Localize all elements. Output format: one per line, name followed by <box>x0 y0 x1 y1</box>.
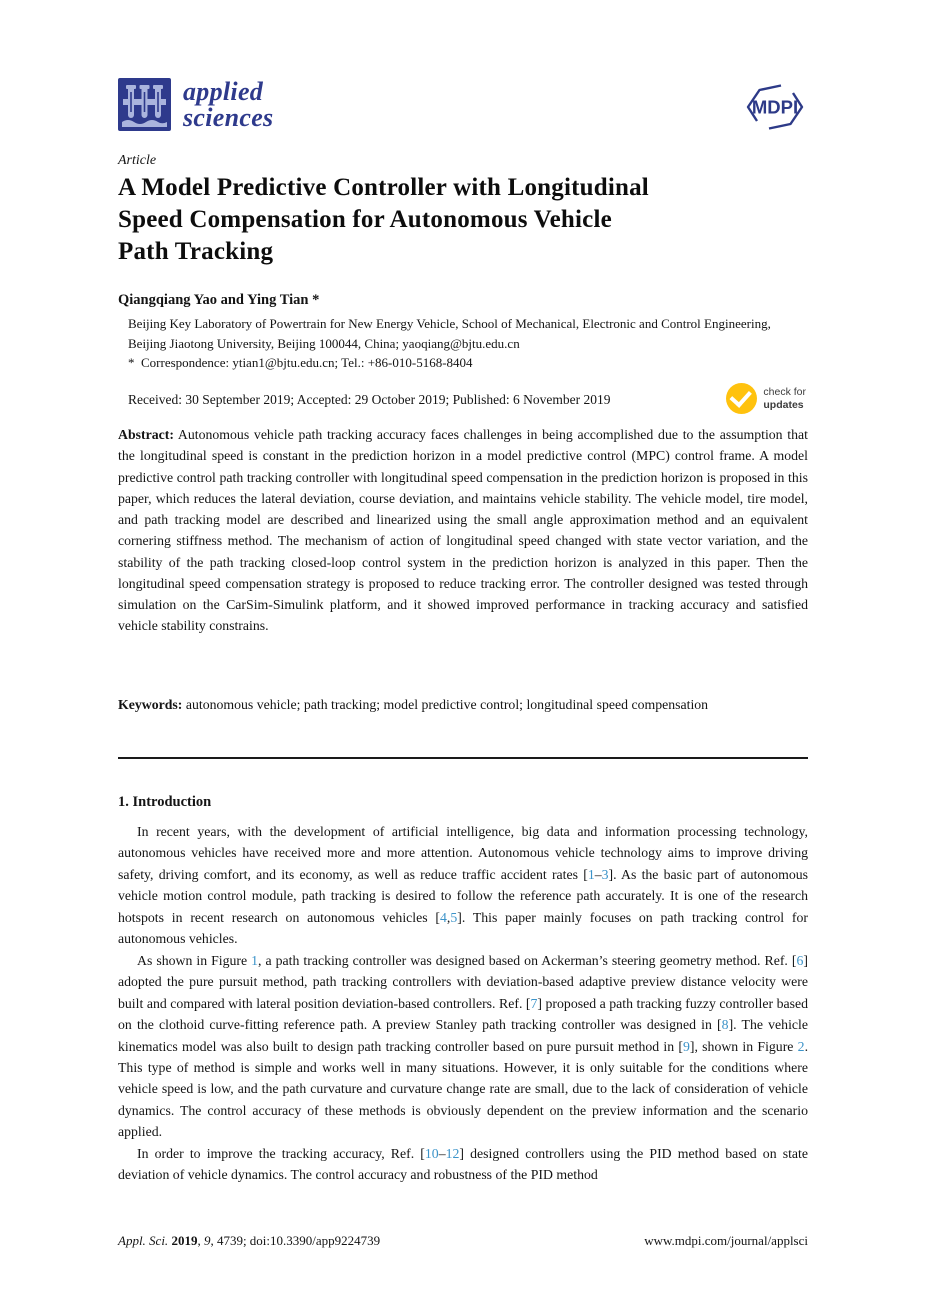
journal-logo <box>118 78 273 131</box>
mdpi-wordmark: MDPI <box>751 96 799 118</box>
citation-link[interactable]: 7 <box>530 995 538 1011</box>
affiliation-block <box>128 314 807 373</box>
footer-citation: Appl. Sci. 2019, 9, 4739; doi:10.3390/app9224739 <box>118 1233 381 1248</box>
title-line: Speed Compensation for Autonomous Vehicle <box>118 205 612 233</box>
paragraph: In recent years, with the development of artificial intelligence, big data and information processing technology, autonomous vehicles have received more and more attention. Autonomous vehicle technology aims to improve driving safety, driving comfort, and its economy, as well as reduce traffic accident rates [1–3]. As the basic part of autonomous vehicle motion control module, path tracking is desired to follow the reference path accurately. It is one of the research hotspots in recent research on autonomous vehicles [4,5]. This paper mainly focuses on path tracking control for autonomous vehicles. <box>118 824 808 947</box>
check-for-updates-badge[interactable] <box>726 383 806 414</box>
citation-link[interactable]: 1 <box>251 952 259 968</box>
dates-line: Received: 30 September 2019; Accepted: 29 October 2019; Published: 6 November 2019 <box>128 392 611 407</box>
citation-link[interactable]: 12 <box>445 1145 460 1161</box>
mdpi-logo-icon[interactable] <box>743 82 807 132</box>
correspondence-text: Correspondence: ytian1@bjtu.edu.cn; Tel.: +86-010-5168-8404 <box>141 355 473 371</box>
citation-link[interactable]: 2 <box>797 1038 805 1054</box>
title-line: Path Tracking <box>118 237 274 265</box>
check-icon <box>726 383 757 414</box>
article-type-label: Article <box>118 153 157 168</box>
abstract <box>118 424 808 637</box>
keywords-label: Keywords: <box>118 697 183 712</box>
section-heading-introduction: 1. Introduction <box>118 794 212 810</box>
introduction-body <box>118 821 808 1186</box>
abstract-text: Autonomous vehicle path tracking accuracy faces challenges in being accomplished due to the assumption that the longitudinal speed is constant in the prediction horizon in a model predictive control (MPC) control frame. A model predictive control path tracking controller with longitudinal speed compensation in the prediction horizon is proposed in this paper, which reduces the lateral deviation, course deviation, and maintains vehicle stability. The vehicle model, tire model, and path tracking model are described and linearized using the small angle approximation method and an equivalent cornering stiffness method. The mechanism of action of longitudinal speed changed with state vector variation, and the stability of the path tracking closed-loop control system in the prediction horizon is analyzed in this paper. Then the longitudinal speed compensation strategy is proposed to reduce tracking error. The controller designed was tested through simulation on the CarSim-Simulink platform, and it showed improved performance in tracking accuracy and satisfied vehicle stability constrains. <box>118 427 808 634</box>
footer-journal-url[interactable]: www.mdpi.com/journal/applsci <box>644 1233 808 1248</box>
section-divider <box>118 757 808 759</box>
abstract-label: Abstract: <box>118 427 174 442</box>
applied-sciences-icon <box>118 78 171 131</box>
paragraph: In order to improve the tracking accuracy, Ref. [10–12] designed controllers using the PID method based on state deviation of vehicle dynamics. The control accuracy and robustness of the PID method <box>118 1145 808 1183</box>
keywords <box>118 694 808 715</box>
citation-link[interactable]: 6 <box>796 952 804 968</box>
title-line: A Model Predictive Controller with Longitudinal <box>118 174 649 201</box>
citation-link[interactable]: 4 <box>440 909 447 925</box>
paper-title <box>118 172 818 267</box>
affiliation-text: Beijing Key Laboratory of Powertrain for New Energy Vehicle, School of Mechanical, Electronic and Control Engineering, Beijing Jiaotong University, Beijing 100044, China; yaoqiang@bjtu.edu.cn <box>128 316 771 351</box>
citation-link[interactable]: 5 <box>450 909 458 925</box>
citation-link[interactable]: 9 <box>683 1038 690 1054</box>
citation-link[interactable]: 8 <box>721 1017 729 1033</box>
badge-label: check for updates <box>763 386 806 411</box>
correspondence-line <box>128 353 807 373</box>
citation-link[interactable]: 1 <box>587 866 595 882</box>
journal-name: applied sciences <box>183 76 274 132</box>
citation-link[interactable]: 3 <box>601 866 609 882</box>
correspondence-star: * <box>128 355 135 371</box>
authors-line: Qiangqiang Yao and Ying Tian * <box>118 292 320 308</box>
citation-link[interactable]: 10 <box>424 1145 439 1161</box>
paragraph: As shown in Figure 1, a path tracking controller was designed based on Ackerman’s steering geometry method. Ref. [6] adopted the pure pursuit method, path tracking controllers with deviation-based adaptive preview distance velocity were built and compared with lateral position deviation-based controllers. Ref. [7] proposed a path tracking fuzzy controller based on the clothoid curve-fitting reference path. A preview Stanley path tracking controller was designed in [8]. The vehicle kinematics model was also built to design path tracking controller based on pure pursuit method in [9], shown in Figure 2. This type of method is simple and works well in many situations. However, it is only suitable for the conditions where vehicle speed is low, and the path curvature and curvature change rate are small, due to the lack of consideration of vehicle dynamics. The control accuracy of these methods is obviously dependent on the preview information and the scenario applied. <box>118 952 809 1140</box>
keywords-text: autonomous vehicle; path tracking; model predictive control; longitudinal speed compensation <box>182 697 709 712</box>
page-footer <box>118 1233 808 1249</box>
